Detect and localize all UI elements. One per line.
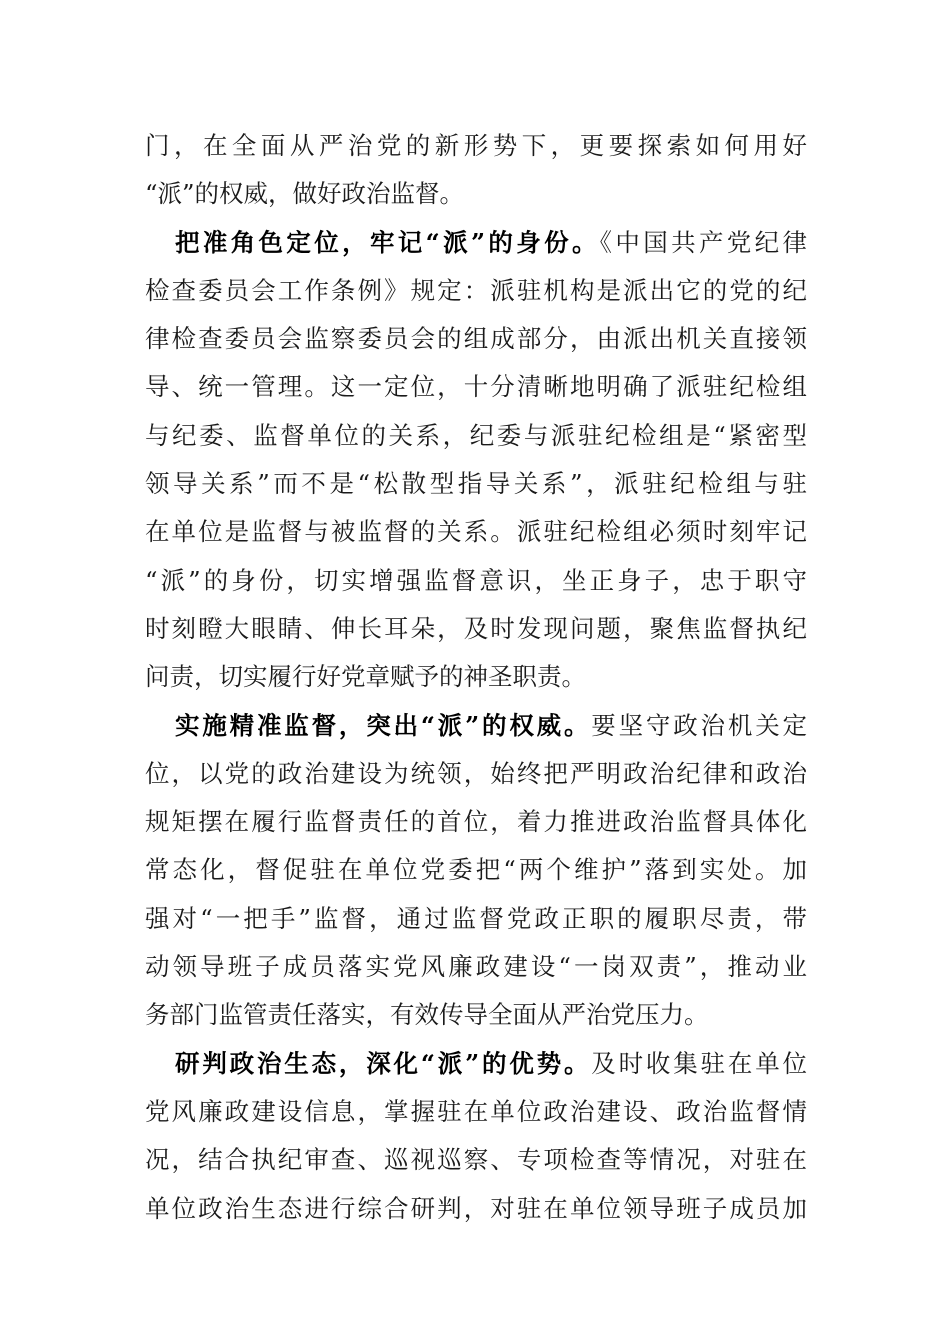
paragraph-heading: 把准角色定位，牢记“派”的身份。 [175, 227, 600, 257]
text-line: 动领导班子成员落实党风廉政建设“一岗双责”，推动业 [145, 952, 807, 982]
text-line [145, 1040, 807, 1088]
text-line: 党风廉政建设信息，掌握驻在单位政治建设、政治监督情 [145, 1096, 807, 1126]
text-line: 律检查委员会监察委员会的组成部分，由派出机关直接领 [145, 324, 807, 354]
paragraph-heading: 研判政治生态，深化“派”的优势。 [175, 1048, 592, 1078]
text-line: 规矩摆在履行监督责任的首位，着力推进政治监督具体化 [145, 807, 807, 837]
text-line: 导、统一管理。这一定位，十分清晰地明确了派驻纪检组 [145, 372, 807, 402]
paragraph-precise-supervision [145, 702, 807, 1040]
paragraph-text: 《中国共产党纪律 [599, 227, 807, 257]
paragraph-text: 及时收集驻在单位 [591, 1048, 807, 1078]
text-line: 单位政治生态进行综合研判，对驻在单位领导班子成员加 [145, 1193, 807, 1223]
document-page [145, 122, 807, 1233]
text-line: 门，在全面从严治党的新形势下，更要探索如何用好 [145, 131, 807, 160]
text-line: 强对“一把手”监督，通过监督党政正职的履职尽责，带 [145, 903, 807, 933]
paragraph-role-positioning [145, 219, 807, 702]
text-line: 况，结合执纪审查、巡视巡察、专项检查等情况，对驻在 [145, 1145, 807, 1175]
text-line: “派”的权威，做好政治监督。 [145, 179, 465, 209]
text-line: 时刻瞪大眼睛、伸长耳朵，及时发现问题，聚焦监督执纪 [145, 613, 807, 643]
text-line: 领导关系”而不是“松散型指导关系”，派驻纪检组与驻 [145, 469, 807, 499]
text-line [145, 219, 807, 267]
text-line: 位，以党的政治建设为统领，始终把严明政治纪律和政治 [145, 758, 807, 788]
paragraph-continuation [145, 122, 807, 219]
text-line [145, 702, 807, 750]
text-line: 检查委员会工作条例》规定：派驻机构是派出它的党的纪 [145, 275, 807, 305]
paragraph-text: 要坚守政治机关定 [591, 710, 807, 740]
text-line: 常态化，督促驻在单位党委把“两个维护”落到实处。加 [145, 855, 807, 885]
paragraph-political-ecology [145, 1040, 807, 1233]
text-line: 与纪委、监督单位的关系，纪委与派驻纪检组是“紧密型 [145, 420, 807, 450]
text-line: 务部门监管责任落实，有效传导全面从严治党压力。 [145, 1000, 709, 1030]
text-line: “派”的身份，切实增强监督意识，坐正身子，忠于职守 [145, 565, 807, 595]
text-line: 在单位是监督与被监督的关系。派驻纪检组必须时刻牢记 [145, 517, 807, 547]
paragraph-heading: 实施精准监督，突出“派”的权威。 [175, 710, 592, 740]
text-line: 问责，切实履行好党章赋予的神圣职责。 [145, 662, 586, 692]
